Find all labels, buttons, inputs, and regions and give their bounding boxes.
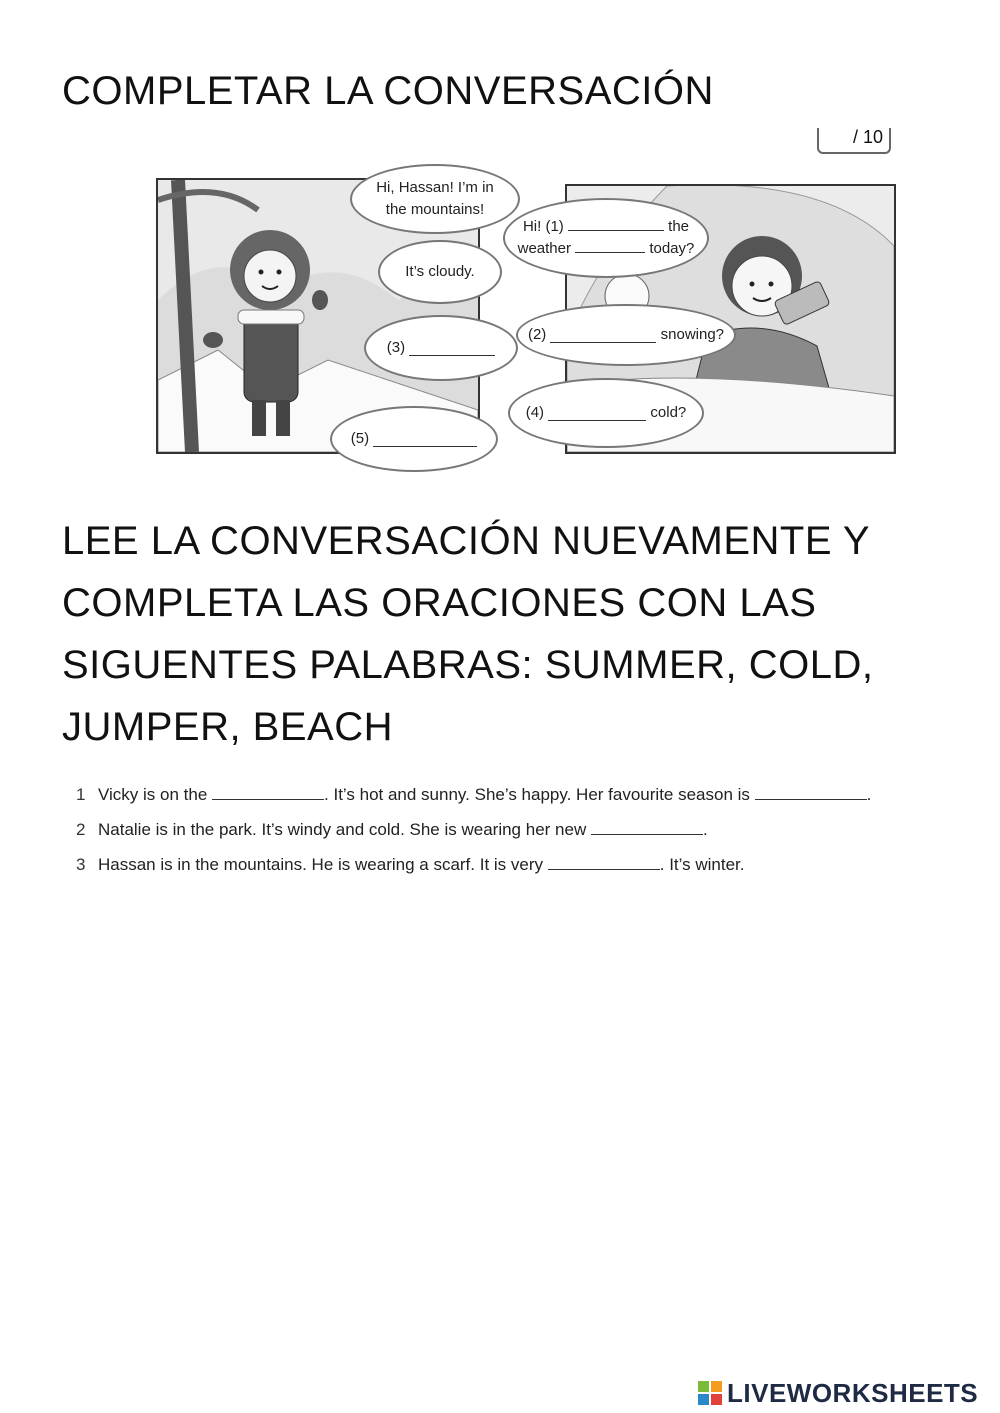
liveworksheets-logo-icon — [698, 1381, 724, 1407]
liveworksheets-brand: LIVEWORKSHEETS — [698, 1378, 978, 1409]
sentence-3: 3 Hassan is in the mountains. He is wearing a scarf. It is very . It’s winter. — [76, 855, 745, 874]
sentence-3-blank[interactable] — [548, 855, 660, 870]
speech-bubble-hassan-greeting: Hi, Hassan! I’m in the mountains! — [350, 164, 520, 234]
answer-blank-5[interactable] — [373, 432, 477, 447]
score-box: / 10 — [817, 128, 891, 154]
speech-bubble-2: (2) snowing? — [516, 304, 736, 366]
answer-blank-1b[interactable] — [575, 238, 645, 253]
answer-blank-3[interactable] — [409, 341, 495, 356]
speech-bubble-cloudy: It’s cloudy. — [378, 240, 502, 304]
speech-bubble-3: (3) — [364, 315, 518, 381]
sentence-2-blank[interactable] — [591, 820, 703, 835]
sentence-list — [76, 782, 871, 887]
answer-blank-2[interactable] — [550, 328, 656, 343]
page-title: COMPLETAR LA CONVERSACIÓN — [62, 69, 714, 113]
sentence-1: 1 Vicky is on the . It’s hot and sunny. She’s happy. Her favourite season is . — [76, 785, 872, 804]
instructions-heading: LEE LA CONVERSACIÓN NUEVAMENTE Y COMPLETA LAS ORACIONES CON LAS SIGUENTES PALABRAS: SUMMER, COLD, JUMPER, BEACH — [62, 519, 874, 749]
sentence-1-blank-a[interactable] — [212, 785, 324, 800]
speech-bubble-1: Hi! (1) the weather today? — [503, 198, 709, 278]
answer-blank-1a[interactable] — [568, 216, 664, 231]
sentence-2: 2 Natalie is in the park. It’s windy and cold. She is wearing her new . — [76, 820, 708, 839]
speech-bubble-4: (4) cold? — [508, 378, 704, 448]
answer-blank-4[interactable] — [548, 406, 646, 421]
sentence-1-blank-b[interactable] — [755, 785, 867, 800]
speech-bubble-5: (5) — [330, 406, 498, 472]
